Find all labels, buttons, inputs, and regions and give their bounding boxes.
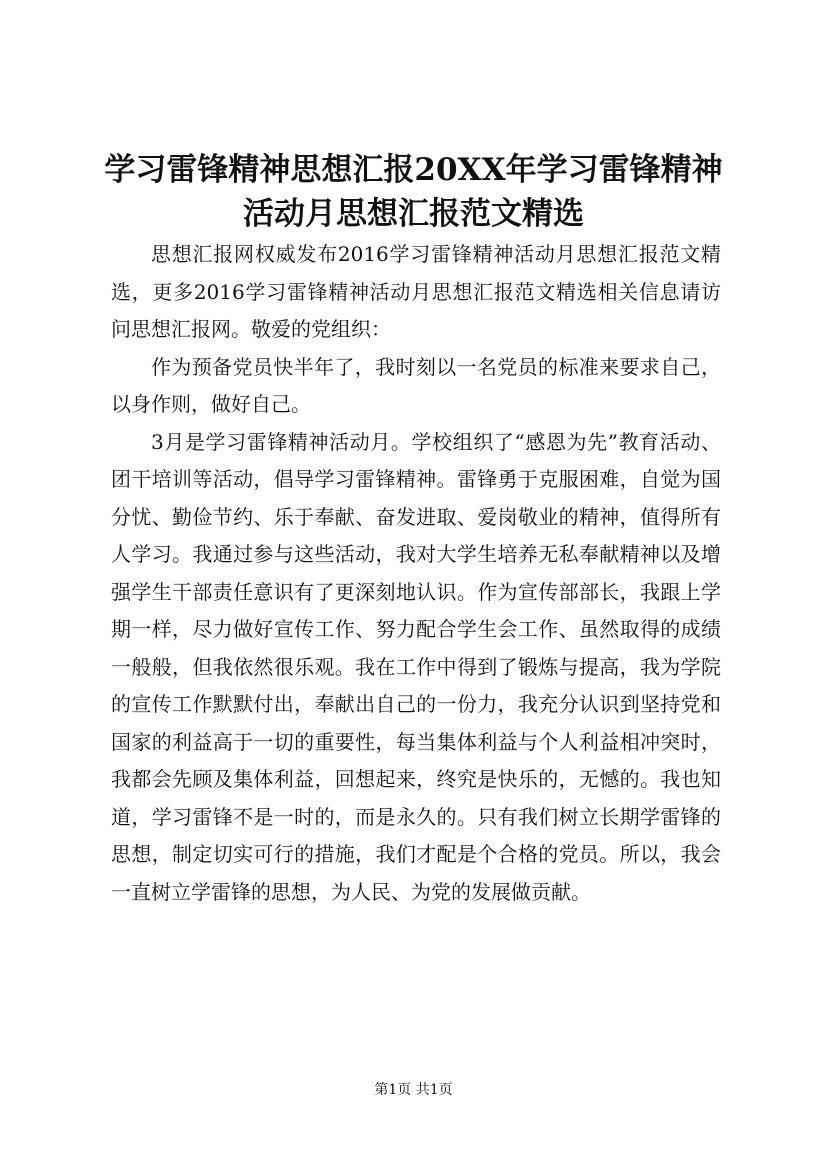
paragraph-intro: 思想汇报网权威发布2016学习雷锋精神活动月思想汇报范文精选，更多2016学习雷锋精神活动月思想汇报范文精选相关信息请访问思想汇报网。敬爱的党组织： [111, 242, 721, 341]
document-body [111, 236, 721, 911]
page-footer: 第1页 共1页 [374, 1082, 453, 1098]
paragraph-self-requirement: 作为预备党员快半年了，我时刻以一名党员的标准来要求自己，以身作则，做好自己。 [111, 354, 721, 416]
document-title: 学习雷锋精神思想汇报20XX年学习雷锋精神活动月思想汇报范文精选 [104, 152, 723, 232]
paragraph-activity-month: 3月是学习雷锋精神活动月。学校组织了“感恩为先”教育活动、团干培训等活动，倡导学习雷锋精神。雷锋勇于克服困难，自觉为国分忧、勤俭节约、乐于奉献、奋发进取、爱岗敬业的精神，值得所有人学习。我通过参与这些活动，我对大学生培养无私奉献精神以及增强学生干部责任意识有了更深刻地认识。作为宣传部部长，我跟上学期一样，尽力做好宣传工作、努力配合学生会工作、虽然取得的成绩一般般，但我依然很乐观。我在工作中得到了锻炼与提高，我为学院的宣传工作默默付出，奉献出自己的一份力，我充分认识到坚持党和国家的利益高于一切的重要性，每当集体利益与个人利益相冲突时，我都会先顾及集体利益，回想起来，终究是快乐的，无憾的。我也知道，学习雷锋不是一时的，而是永久的。只有我们树立长期学雷锋的思想，制定切实可行的措施，我们才配是个合格的党员。所以，我会一直树立学雷锋的思想，为人民、为党的发展做贡献。 [111, 429, 721, 904]
